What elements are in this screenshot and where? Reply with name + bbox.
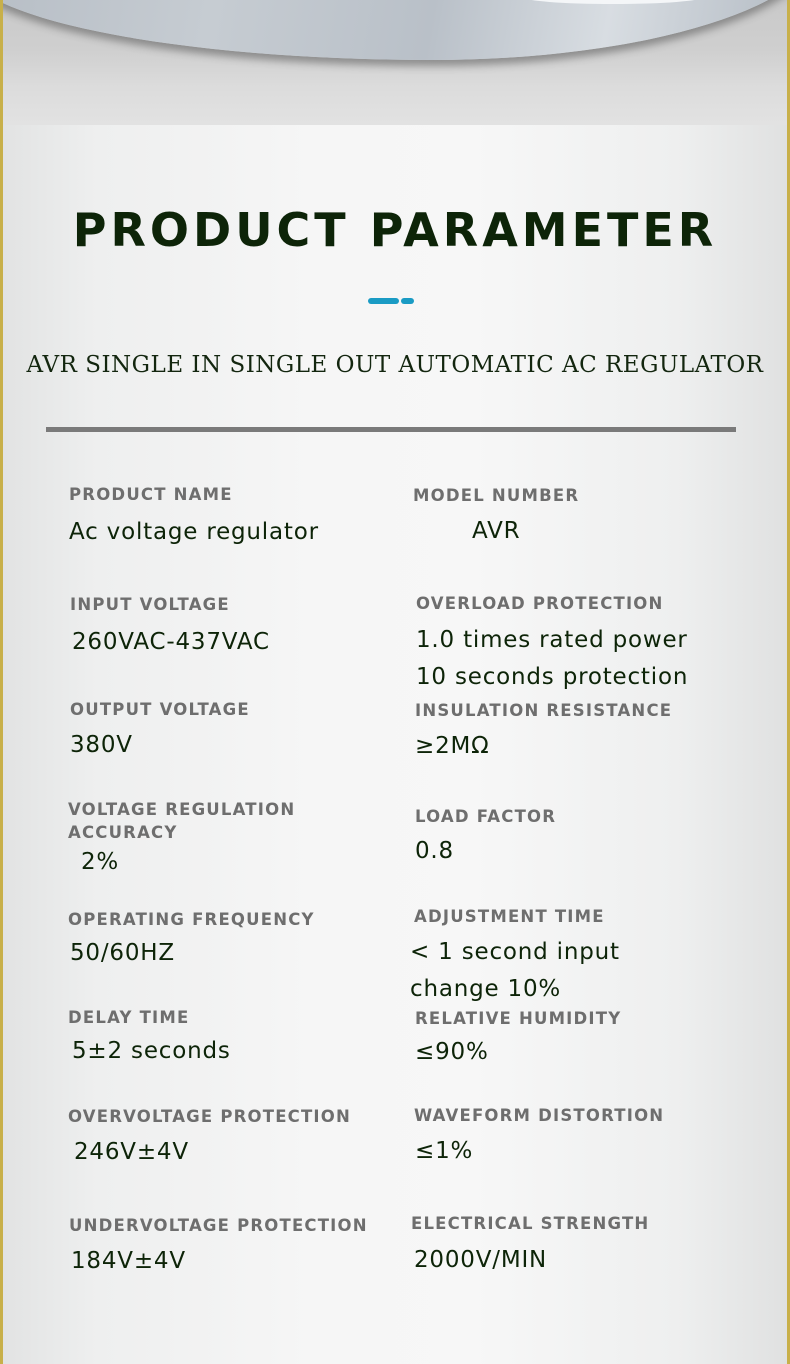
param-label: DELAY TIME [68, 1008, 190, 1027]
param-output-voltage [70, 698, 250, 764]
param-input-voltage [70, 593, 270, 661]
page-title: PRODUCT PARAMETER [72, 203, 718, 257]
param-value-line2: change 10% [410, 976, 562, 1002]
param-label: OVERLOAD PROTECTION [416, 594, 664, 613]
param-label: UNDERVOLTAGE PROTECTION [69, 1216, 368, 1235]
param-value: 380V [70, 732, 133, 758]
param-value: Ac voltage regulator [69, 519, 319, 545]
param-relative-humidity [415, 1007, 621, 1071]
param-load-factor [415, 805, 556, 870]
param-label-line2: ACCURACY [68, 823, 178, 842]
param-operating-frequency [68, 908, 315, 972]
param-label: INSULATION RESISTANCE [415, 701, 673, 720]
accent-dot [401, 298, 414, 304]
param-label: MODEL NUMBER [413, 486, 580, 505]
param-value: 5±2 seconds [72, 1038, 231, 1064]
param-label: WAVEFORM DISTORTION [414, 1106, 665, 1125]
param-label: OPERATING FREQUENCY [68, 910, 315, 929]
param-undervoltage-protection [69, 1214, 368, 1280]
param-label: ELECTRICAL STRENGTH [411, 1214, 650, 1233]
param-overload-protection [416, 592, 688, 696]
param-voltage-regulation-accuracy [68, 798, 295, 881]
accent-dash [368, 298, 399, 304]
param-value-line2: 10 seconds protection [416, 664, 689, 690]
param-label: OUTPUT VOLTAGE [70, 700, 250, 719]
param-value: 184V±4V [71, 1248, 186, 1274]
param-delay-time [68, 1006, 231, 1070]
param-label: OVERVOLTAGE PROTECTION [68, 1107, 352, 1126]
param-label: VOLTAGE REGULATION [68, 800, 296, 819]
param-adjustment-time [410, 905, 620, 1008]
param-value: AVR [472, 518, 521, 544]
param-value: 0.8 [415, 838, 454, 864]
subtitle: AVR SINGLE IN SINGLE OUT AUTOMATIC AC REGULATOR [26, 352, 764, 378]
param-label: RELATIVE HUMIDITY [415, 1009, 622, 1028]
param-value: 1.0 times rated power [416, 627, 688, 653]
param-value: 2% [81, 849, 120, 875]
param-insulation-resistance [415, 699, 672, 765]
param-label: INPUT VOLTAGE [70, 595, 230, 614]
param-value: 50/60HZ [70, 940, 175, 966]
param-value: 246V±4V [74, 1139, 189, 1165]
param-label: PRODUCT NAME [69, 485, 233, 504]
param-value: 260VAC-437VAC [72, 629, 270, 655]
param-overvoltage-protection [68, 1105, 351, 1171]
param-value: ≤1% [415, 1138, 474, 1164]
param-value: ≤90% [415, 1039, 489, 1065]
param-value: 2000V/MIN [414, 1247, 548, 1273]
param-waveform-distortion [414, 1104, 664, 1170]
param-product-name [69, 483, 319, 551]
marble-surface [3, 0, 787, 60]
divider [46, 427, 736, 432]
param-label: LOAD FACTOR [415, 807, 557, 826]
param-value: ≥2MΩ [415, 733, 490, 759]
param-value: < 1 second input [410, 939, 620, 965]
param-label: ADJUSTMENT TIME [414, 907, 605, 926]
product-image-top [3, 0, 787, 125]
param-electrical-strength [411, 1212, 649, 1279]
param-model-number [413, 484, 579, 550]
